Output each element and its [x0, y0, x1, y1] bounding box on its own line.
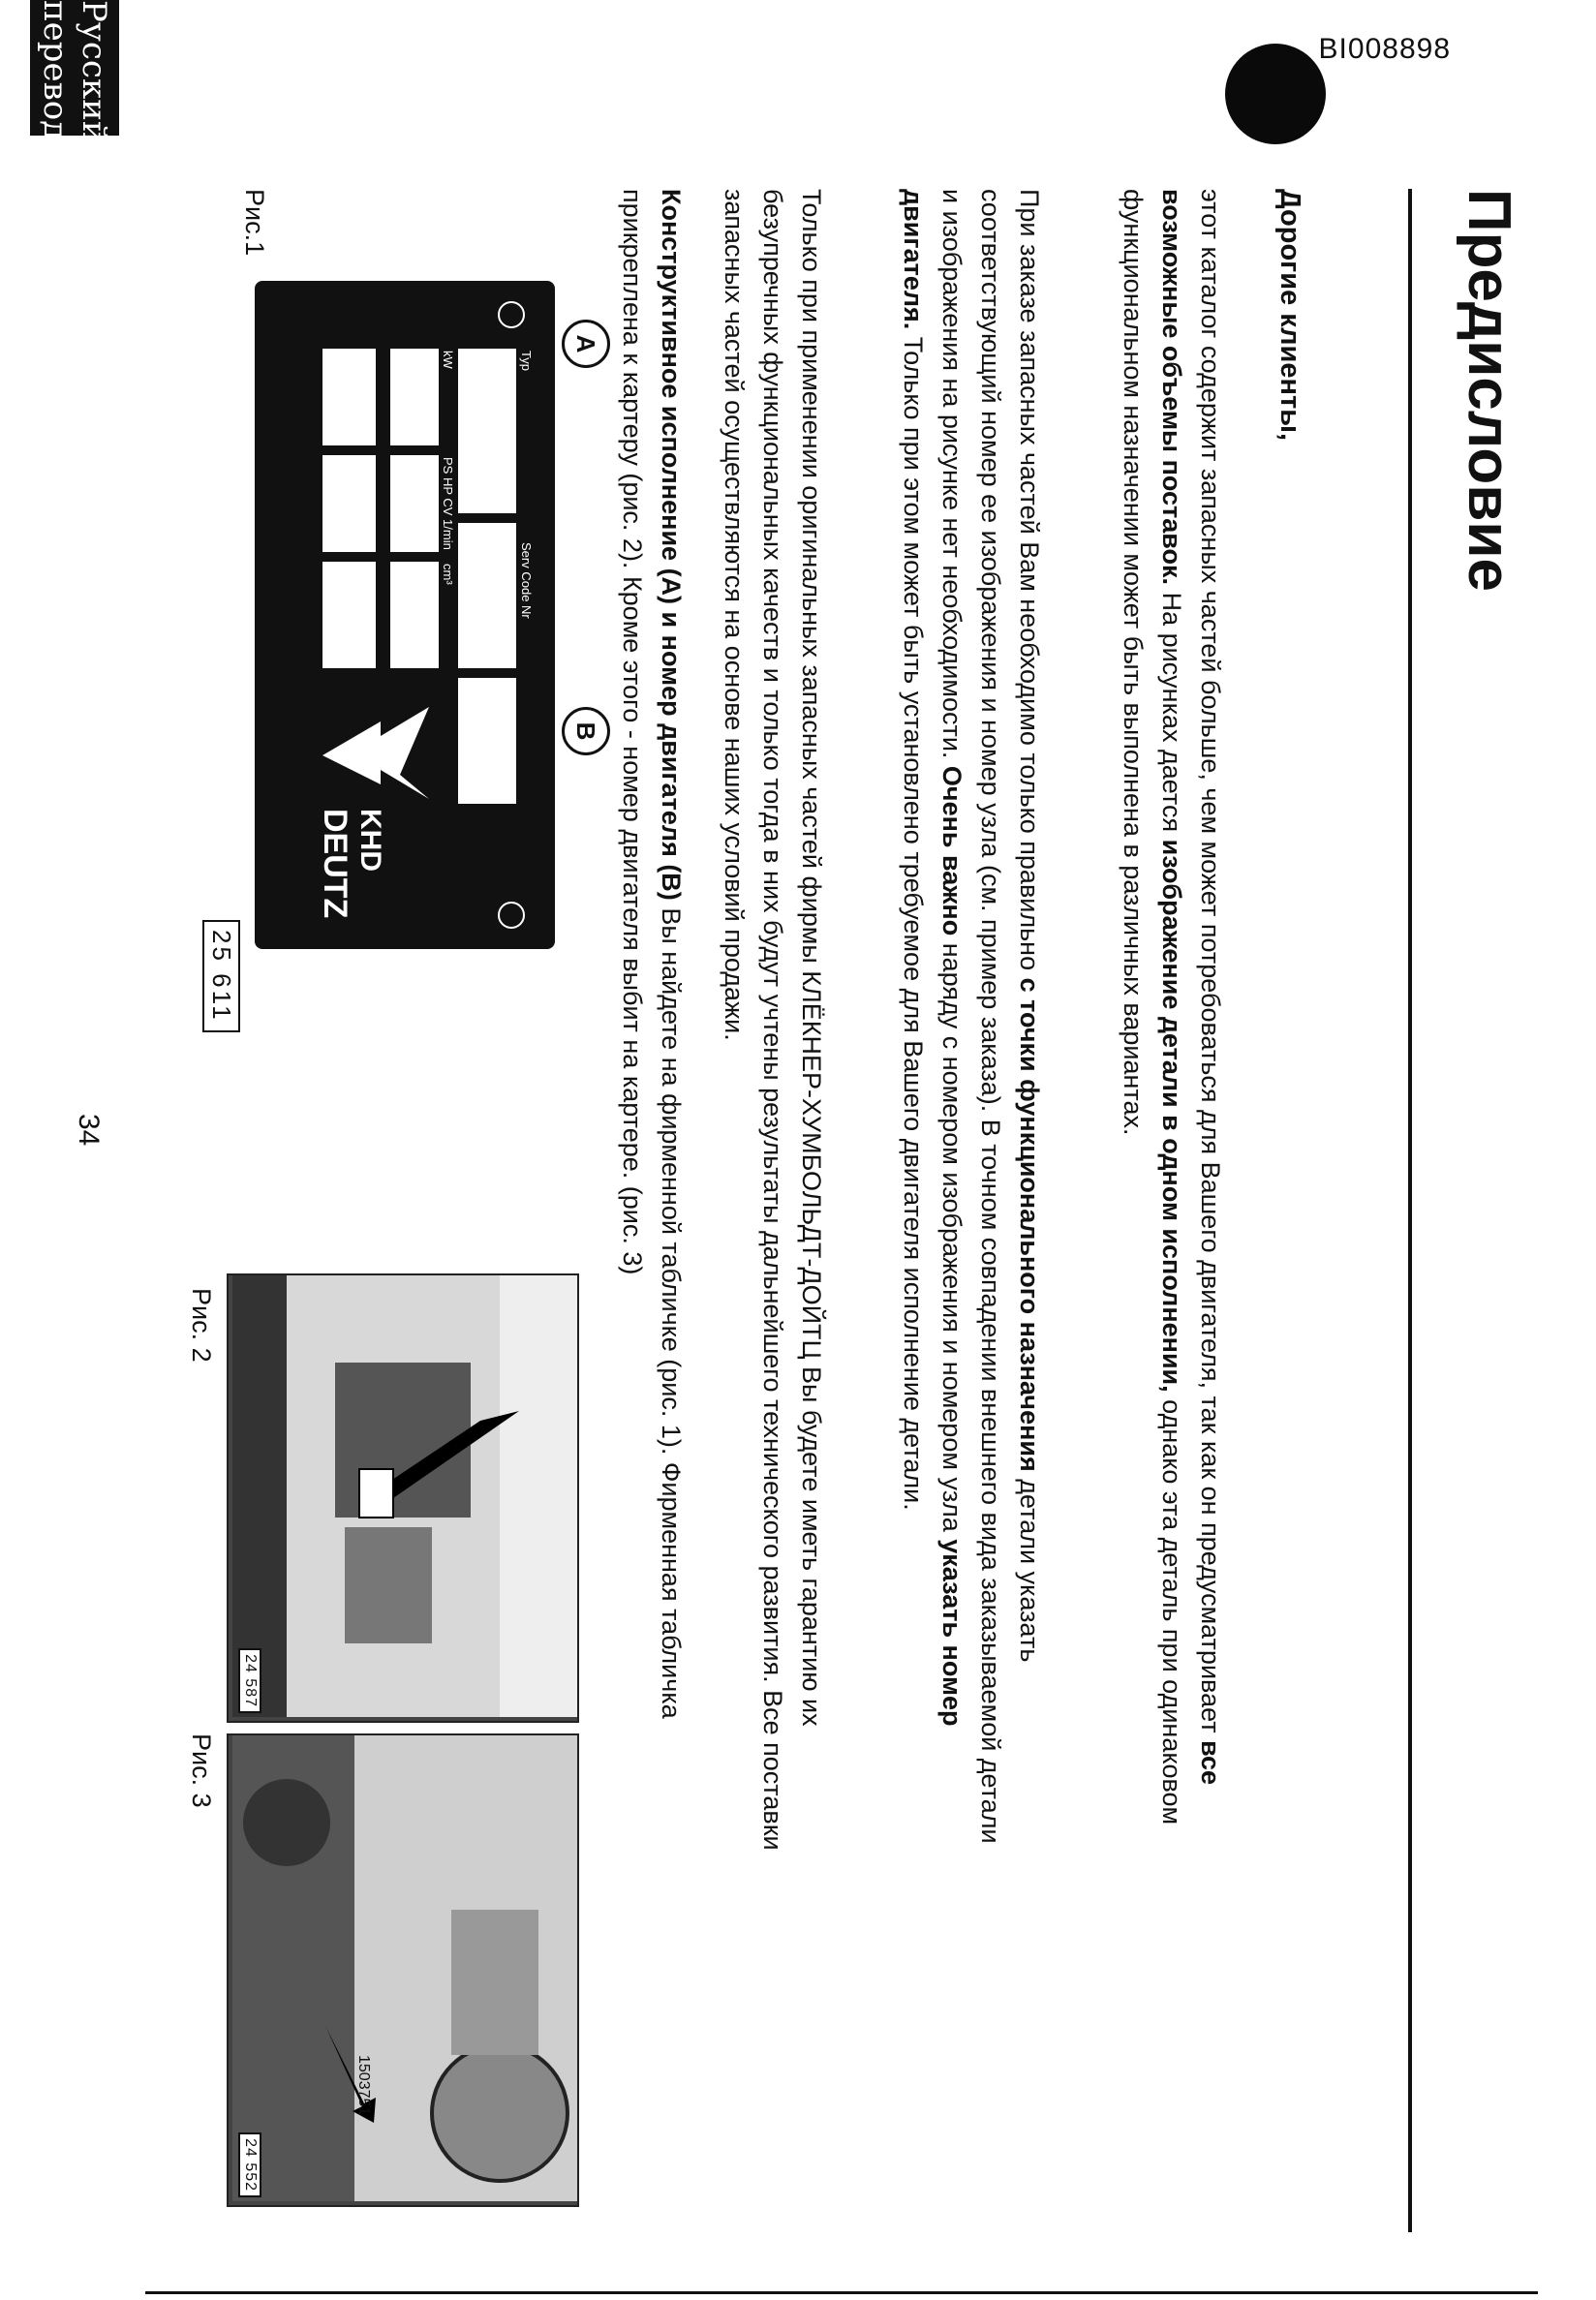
serv-code-label: Serv Code Nr — [519, 542, 534, 619]
nameplate-drawing — [255, 281, 555, 949]
cm3-label: cm³ — [441, 564, 455, 585]
fig2-ref-number: 24 587 — [238, 1648, 261, 1713]
greeting: Дорогие клиенты, — [1274, 189, 1305, 442]
callout-a: A — [562, 320, 610, 368]
brand-deutz: DEUTZ — [317, 809, 353, 919]
language-tab: Русский перевод — [30, 0, 119, 136]
fig2-caption: Рис. 2 — [187, 1288, 216, 1363]
title-rule — [1408, 189, 1412, 2232]
page-number: 34 — [73, 1114, 105, 1147]
brand-khd: KHD — [354, 809, 386, 872]
fig3-photo-drawing — [232, 1735, 577, 2201]
paragraph-3: Только при применении оригинальных запасных частей фирмы КЛЁКНЕР-ХУМБОЛЬДТ-ДОЙТЦ Вы будете иметь гарантию их безупречных функциональных качеств и только тогда в них будут учтены результаты дальнейшего технического развития. Все поставки запасных частей осуществляются на основе наших условий продажи. — [720, 189, 826, 1851]
document-id: BI008898 — [1318, 33, 1451, 65]
fig3-caption: Рис. 3 — [187, 1733, 216, 1808]
fig2-engine-photo — [227, 1273, 579, 1723]
fig3-stamp-photo — [227, 1733, 579, 2207]
callout-b: B — [562, 707, 610, 755]
fig1-nameplate — [255, 281, 555, 949]
ps-label: PS HP CV 1/min — [441, 457, 455, 550]
paragraph-1: этот каталог содержит запасных частей больше, чем может потребоваться для Вашего двигателя, так как он предусматривает все возможные объемы поставок. На рисунках дается изображение детали в одном исполнении, однако эта деталь при одинаковом функциональном назначении может быть выполнена в различных вариантах. — [1119, 189, 1225, 1825]
typ-label: Typ — [519, 351, 534, 371]
paragraph-4: Конструктивное исполнение (A) и номер двигателя (B) Вы найдете на фирменной табличке (рис. 1). Фирменная табличка прикреплена к картеру (рис. 2). Кроме этого - номер двигателя выбит на картере. (рис. 3) — [618, 189, 686, 1719]
fig3-ref-number: 24 552 — [238, 2132, 261, 2197]
engine-stamp: 1503751 — [355, 2055, 372, 2116]
kw-label: kW — [441, 351, 455, 369]
fig1-ref-number: 25 611 — [202, 920, 240, 1032]
fig1-caption: Рис.1 — [240, 189, 269, 257]
page-title: Предисловие — [1456, 189, 1522, 593]
paragraph-2: При заказе запасных частей Вам необходимо только правильно с точки функционального назначения детали указать соответствующий номер ее изображения и номер узла (см. пример заказа). В точном совпадении внешнего вида заказываемой детали и изображения на рисунке нет необходимости. Очень важно наряду с номером изображения и номером узла указать номер двигателя. Только при этом может быть установлено требуемое для Вашего двигателя исполнение детали. — [899, 189, 1044, 1844]
fig2-photo-drawing — [232, 1275, 577, 1717]
